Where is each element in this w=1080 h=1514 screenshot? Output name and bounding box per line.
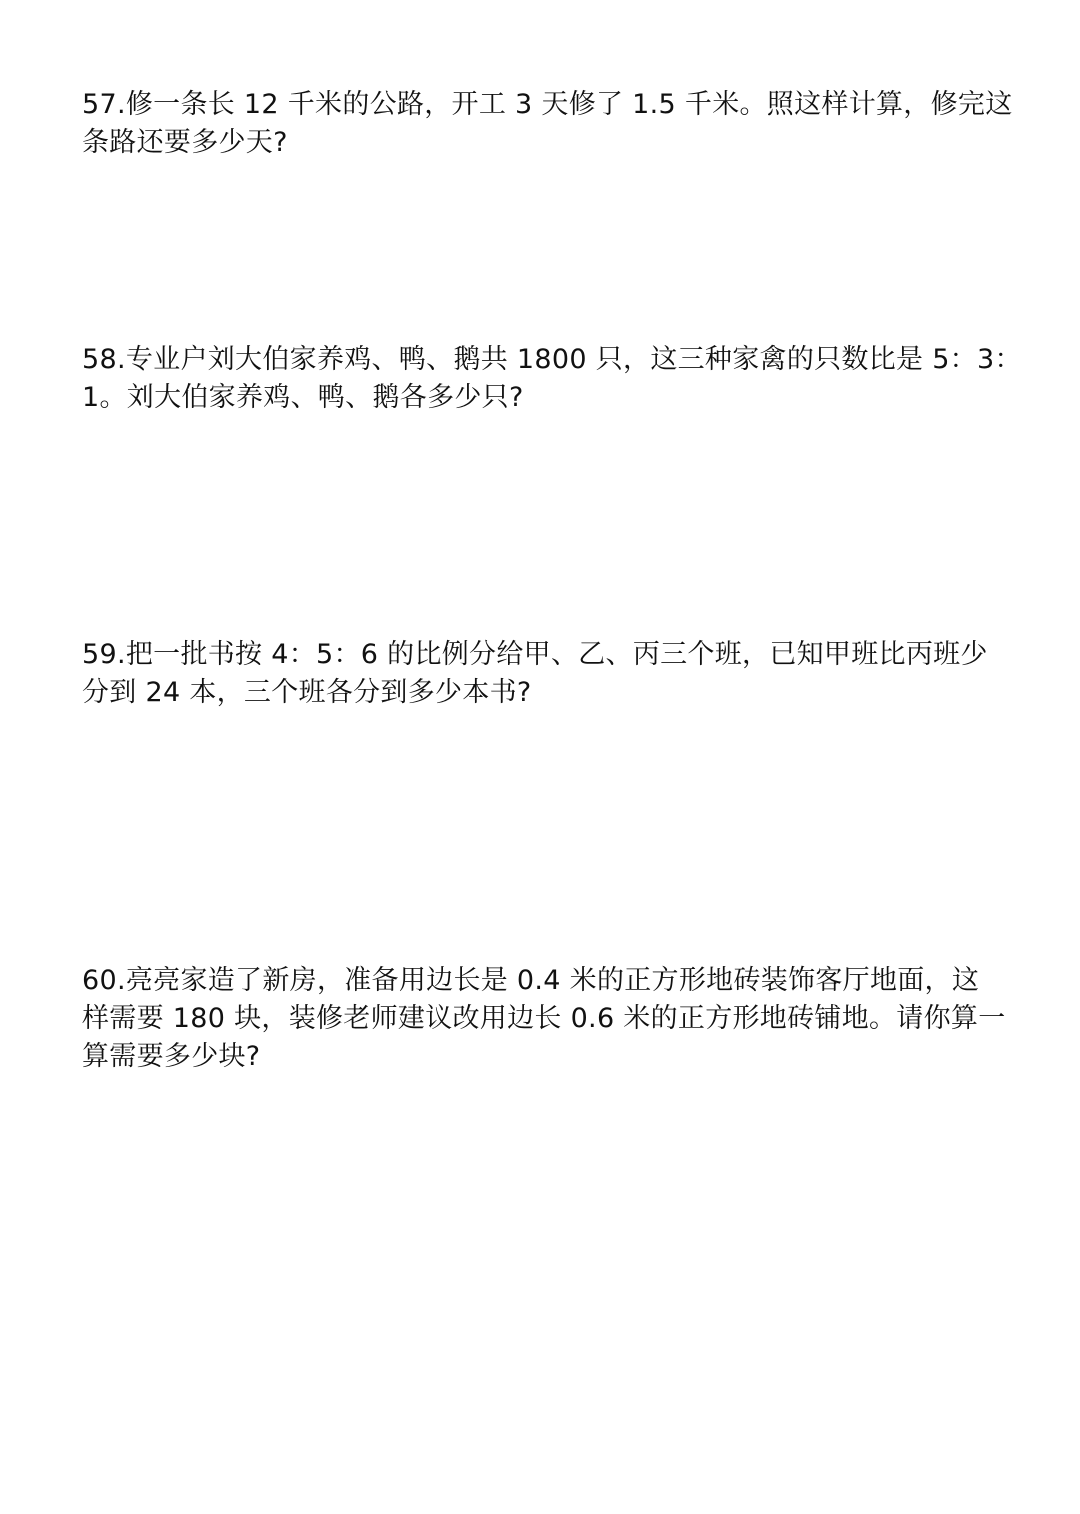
problem-60-line-1: 60.亮亮家造了新房，准备用边长是 0.4 米的正方形地砖装饰客厅地面，这 (82, 965, 980, 996)
problem-60-line-3: 算需要多少块? (82, 1041, 261, 1072)
problem-57-line-1: 57.修一条长 12 千米的公路，开工 3 天修了 1.5 千米。照这样计算，修完这 (82, 89, 1013, 120)
problem-57 (82, 86, 1013, 162)
problem-59-line-2: 分到 24 本，三个班各分到多少本书? (82, 677, 532, 708)
problem-58-line-1: 58.专业户刘大伯家养鸡、鸭、鹅共 1800 只，这三种家禽的只数比是 5：3： (82, 344, 1022, 375)
problem-59 (82, 636, 1002, 712)
problem-57-line-2: 条路还要多少天? (82, 127, 288, 158)
problem-60 (82, 962, 1006, 1076)
problem-58 (82, 341, 1022, 417)
problem-59-line-1: 59.把一批书按 4：5：6 的比例分给甲、乙、丙三个班，已知甲班比丙班少 (82, 639, 988, 670)
problem-60-line-2: 样需要 180 块，装修老师建议改用边长 0.6 米的正方形地砖铺地。请你算一 (82, 1003, 1006, 1034)
problem-58-line-2: 1。刘大伯家养鸡、鸭、鹅各多少只? (82, 382, 524, 413)
